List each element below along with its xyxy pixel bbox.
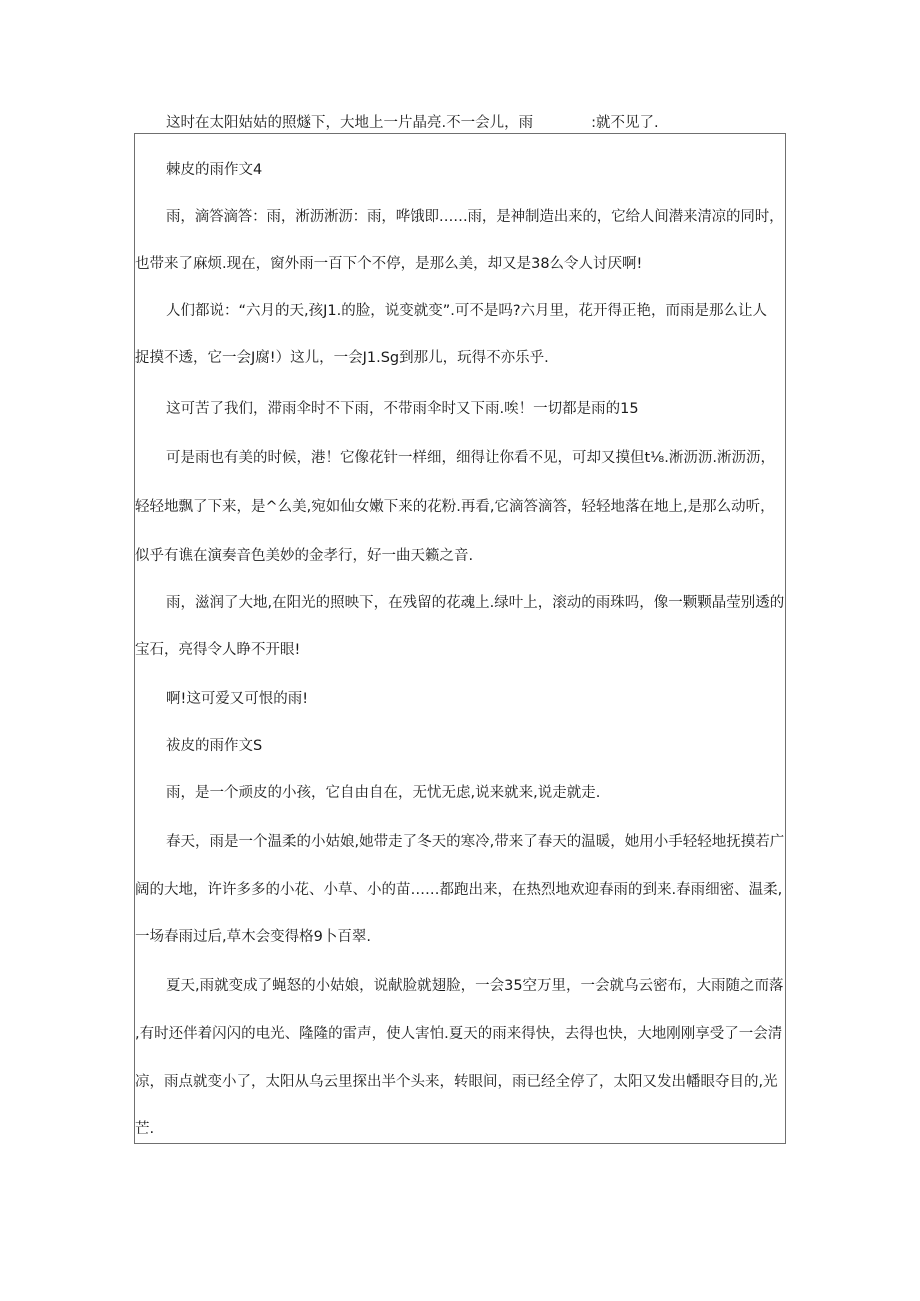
paragraph-line: 啊!这可爱又可恨的雨!: [166, 691, 309, 707]
paragraph-line: 凉，雨点就变小了，太阳从乌云里探出半个头来，转眼间，雨已经全停了，太阳又发出幡眼夺目的,光: [135, 1074, 778, 1090]
paragraph-line: 雨，是一个顽皮的小孩，它自由自在，无忧无虑,说来就来,说走就走.: [166, 785, 601, 801]
paragraph-line: 宝石，亮得令人睁不开眼!: [135, 642, 301, 658]
paragraph-line: 一场春雨过后,草木会变得格9卜百翠.: [135, 929, 371, 945]
top-text-part-2: :就不见了.: [591, 115, 659, 131]
paragraph-line: 也带来了麻烦.现在，窗外雨一百下个不停，是那么美，却又是38么令人讨厌啊!: [135, 256, 643, 272]
paragraph-line: 似乎有谯在演奏音色美妙的金孝行，好一曲天籁之音.: [135, 548, 474, 564]
paragraph-line: 这可苦了我们，滞雨伞时不下雨，不带雨伞时又下雨.唉！一切都是雨的15: [166, 401, 639, 417]
paragraph-line: 阔的大地，许许多多的小花、小草、小的苗……都跑出来，在热烈地欢迎春雨的到来.春雨细密、温柔,: [135, 882, 783, 898]
essay-heading-5: 祓皮的雨作文S: [166, 738, 263, 754]
paragraph-line: 春天，雨是一个温柔的小姑娘,她带走了冬天的寒冷,带来了春天的温暖，她用小手轻轻地抚摸若广: [166, 834, 785, 850]
top-text-part-1: 这时在太阳姑姑的照燧下，大地上一片晶亮.不一会儿，雨: [166, 115, 534, 131]
paragraph-line: 捉摸不透，它一会J腐!）这儿，一会J1.Sg到那儿，玩得不亦乐乎.: [135, 350, 549, 366]
essay-heading-4: 棘皮的雨作文4: [166, 162, 263, 178]
paragraph-line: 轻轻地飘了下来，是^么美,宛如仙女嫩下来的花粉.再看,它滴答滴答，轻轻地落在地上,是那么动听，: [135, 499, 775, 515]
paragraph-line: 夏天,雨就变成了蝇怒的小姑娘，说献脸就翅脸，一会35空万里，一会就乌云密布，大雨随之而落: [166, 978, 784, 994]
paragraph-line: 可是雨也有美的时候，港！它像花针一样细，细得让你看不见，可却又摸但t⅛.淅沥沥.淅沥沥，: [166, 450, 775, 466]
paragraph-line: 雨，滋润了大地,在阳光的照映下，在残留的花魂上.绿叶上，滚动的雨珠吗，像一颗颗晶莹别透的: [166, 595, 785, 611]
paragraph-line: ,有时还伴着闪闪的电光、隆隆的雷声，使人害怕.夏天的雨来得快，去得也快，大地刚刚享受了一会清: [135, 1026, 783, 1042]
paragraph-line: 人们都说：“六月的天,孩J1.的脸，说变就变”.可不是吗?六月里，花开得正艳，而雨是那么让人: [166, 303, 768, 319]
paragraph-line: 雨，滴答滴答：雨，淅沥淅沥：雨，哗饿即……雨，是神制造出来的，它给人间潜来清凉的同时，: [166, 209, 784, 225]
top-text-line: [166, 113, 659, 133]
paragraph-line: 芒.: [135, 1121, 155, 1137]
